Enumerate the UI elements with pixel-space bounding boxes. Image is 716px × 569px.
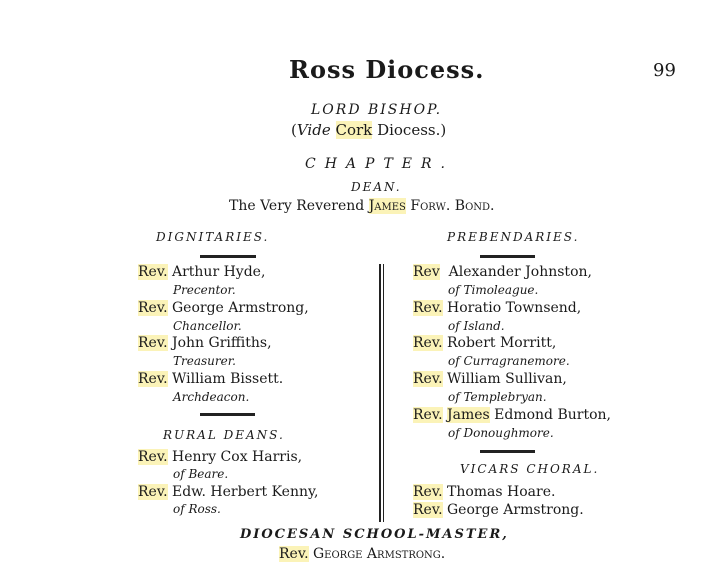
rev-title: Rev. (138, 300, 168, 316)
prebendary-row (413, 371, 567, 387)
person-name: Alexander Johnston, (448, 264, 592, 280)
person-name: John Griffiths, (171, 335, 272, 351)
rev-title: Rev. (138, 484, 168, 500)
person-name: George Armstrong, (171, 300, 309, 316)
column-divider-left (379, 264, 381, 522)
rev-title: Rev. (413, 407, 443, 423)
chapter-heading: CHAPTER. (305, 156, 454, 172)
lord-bishop-note (291, 121, 446, 139)
vicar-row (413, 484, 555, 500)
person-name: Thomas Hoare. (446, 484, 556, 500)
dean-heading: DEAN. (351, 180, 402, 194)
rural-dean-row (138, 484, 319, 500)
note-prefix: ( (291, 121, 297, 139)
dean-line (229, 198, 494, 214)
dignitary-row (138, 335, 272, 351)
prebendary-parish: of Island. (448, 319, 505, 333)
rev-title: Rev. (279, 546, 309, 562)
prebendary-parish: of Curragranemore. (448, 354, 570, 368)
rev-title: Rev. (138, 264, 168, 280)
rev-title: Rev. (413, 371, 443, 387)
dignitary-row (138, 300, 309, 316)
vicars-choral-heading: VICARS CHORAL. (460, 462, 600, 476)
rev-title: Rev. (138, 335, 168, 351)
rural-deans-heading: RURAL DEANS. (163, 428, 285, 442)
page-title: Ross Diocess. (289, 55, 485, 84)
vicar-row (413, 502, 584, 518)
person-name: Robert Morritt, (446, 335, 557, 351)
rule-prebendaries (480, 255, 535, 258)
rural-dean-parish: of Beare. (173, 467, 229, 481)
dean-prefix: The Very Reverend (229, 198, 365, 214)
person-name: George Armstrong. (446, 502, 584, 518)
prebendary-row (413, 407, 611, 423)
rev-title: Rev. (413, 502, 443, 518)
rule-rural-deans (200, 413, 255, 416)
dignitary-row (138, 264, 265, 280)
person-first-name: James (446, 407, 490, 423)
rural-dean-parish: of Ross. (173, 502, 221, 516)
note-suffix: Diocess.) (377, 121, 447, 139)
person-name: Horatio Townsend, (446, 300, 582, 316)
prebendary-row (413, 264, 592, 280)
dean-rest-name: Forw. Bond. (410, 198, 495, 214)
page-number: 99 (653, 60, 676, 81)
rev-title: Rev. (138, 449, 168, 465)
rev-title: Rev. (138, 371, 168, 387)
dean-first-name: James (368, 198, 406, 214)
dignitary-row (138, 371, 283, 387)
person-name: William Sullivan, (446, 371, 567, 387)
rev-title: Rev. (413, 484, 443, 500)
dignitary-role: Precentor. (173, 283, 236, 297)
column-divider-right (383, 264, 384, 522)
dignitaries-heading: DIGNITARIES. (156, 230, 270, 244)
prebendaries-heading: PREBENDARIES. (447, 230, 580, 244)
rev-title: Rev. (413, 335, 443, 351)
person-name: Henry Cox Harris, (171, 449, 303, 465)
prebendary-row (413, 300, 581, 316)
dignitary-role: Archdeacon. (173, 390, 250, 404)
dignitary-role: Treasurer. (173, 354, 236, 368)
note-vide: Vide (296, 121, 331, 139)
prebendary-parish: of Donoughmore. (448, 426, 554, 440)
rural-dean-row (138, 449, 302, 465)
person-name: George Armstrong. (312, 546, 446, 562)
prebendary-parish: of Templebryan. (448, 390, 547, 404)
rev-title: Rev. (413, 300, 443, 316)
person-name: Edmond Burton, (494, 407, 611, 423)
rule-dignitaries (200, 255, 256, 258)
rule-vicars-choral (480, 450, 535, 453)
school-master-row (279, 546, 445, 562)
prebendary-row (413, 335, 556, 351)
school-master-heading: DIOCESAN SCHOOL-MASTER, (240, 527, 509, 542)
prebendary-parish: of Timoleague. (448, 283, 539, 297)
dignitary-role: Chancellor. (173, 319, 242, 333)
person-name: Edw. Herbert Kenny, (171, 484, 319, 500)
lord-bishop-heading: LORD BISHOP. (311, 102, 443, 118)
note-cork: Cork (335, 121, 373, 139)
person-name: Arthur Hyde, (171, 264, 266, 280)
person-name: William Bissett. (171, 371, 284, 387)
rev-title: Rev (413, 264, 440, 280)
